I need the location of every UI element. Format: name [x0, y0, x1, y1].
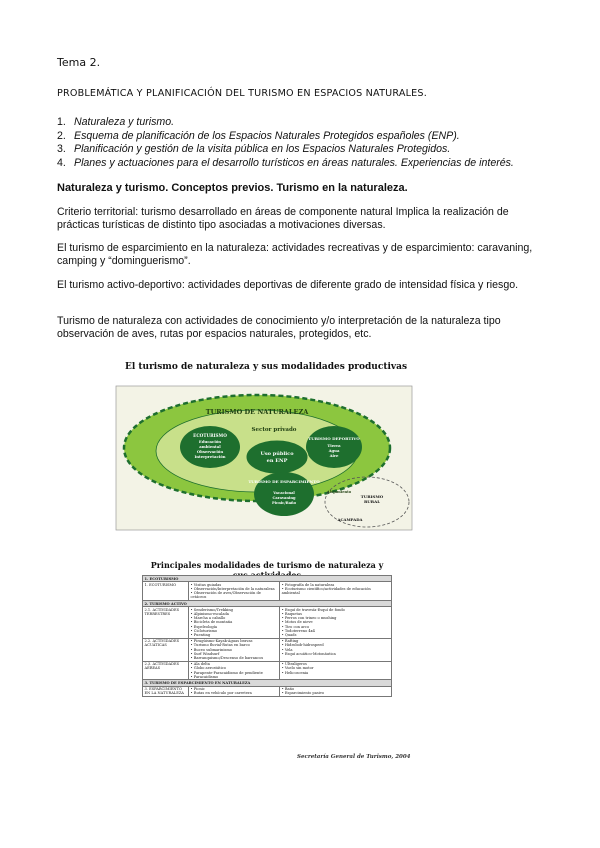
outer-label: TURISMO DE NATURALEZA: [205, 408, 309, 416]
table-of-contents: [57, 116, 514, 170]
toc-item: 4. Planes y actuaciones para el desarrollo turísticos en áreas naturales. Experiencias de interés.: [57, 156, 514, 169]
paragraph: El turismo de esparcimiento en la naturaleza: actividades recreativas y de esparcimiento: caravaning, camping y “dominguerismo”.: [57, 242, 533, 267]
activity-cell: [280, 661, 392, 680]
sector-privado-label: Sector privado: [251, 427, 297, 433]
activity-item: • Perros con trineo o mushing: [281, 616, 337, 621]
acampada-label: ACAMPADA: [337, 517, 363, 522]
table-section-header: 3. TURISMO DE ESPARCIMIENTO EN NATURALEZA: [143, 680, 392, 686]
ecoturismo-label: ECOTURISMO: [193, 433, 227, 438]
activity-cell: [189, 661, 280, 680]
row-label: 2.2. ACTIVIDADES ACUÁTICAS: [143, 638, 189, 661]
activity-item: • Picnic: [190, 687, 205, 692]
ecoturismo-line: Observación: [196, 449, 224, 454]
diagram-graphic: [112, 362, 420, 532]
paragraph: El turismo activo-deportivo: actividades deportivas de diferente grado de intensidad física y riesgo.: [57, 279, 519, 291]
activity-item: • Esquí de travesía-Esquí de fondo: [281, 607, 345, 612]
esparcimiento-label: TURISMO DE ESPARCIMIENTO: [248, 479, 320, 484]
alojamiento-label: Alojamiento: [326, 490, 352, 494]
table-row: [143, 686, 392, 696]
table-source: Secretaría General de Turismo, 2004: [297, 754, 411, 760]
activity-cell: [280, 582, 392, 601]
deportivo-line: Aire: [329, 453, 339, 458]
activity-cell: [189, 638, 280, 661]
toc-item: 2. Esquema de planificación de los Espacios Naturales Protegidos españoles (ENP).: [57, 129, 460, 142]
activity-cell: [280, 686, 392, 696]
esparcimiento-line: Picnic/Baño: [271, 501, 297, 505]
table-row: [143, 661, 392, 680]
rural-label: TURISMO: [360, 494, 384, 499]
activity-item: • Fotografía de la naturaleza: [281, 582, 335, 587]
ecoturismo-line: Interpretación: [194, 454, 226, 459]
activity-item: • Ecoturismo científico/actividades de educación ambiental: [281, 586, 371, 596]
activity-cell: [189, 686, 280, 696]
activity-item: • Globo aerostático: [190, 666, 226, 671]
activity-item: • Visitas guiadas: [190, 582, 222, 587]
nature-tourism-diagram: [112, 362, 420, 532]
tema-label: Tema 2.: [57, 56, 101, 69]
diagram-title: El turismo de naturaleza y sus modalidades productivas: [124, 362, 408, 372]
activity-item: • Esquí acuático-Motonáutica: [281, 651, 336, 656]
uso-publico-label: en ENP: [266, 458, 288, 464]
activity-item: • Bicicleta de montaña: [190, 620, 233, 625]
table-row: [143, 638, 392, 661]
activity-item: • Turismo fluvial-Rutas en barco: [190, 643, 250, 648]
table-section-header: 1. ECOTURISMO: [143, 576, 392, 582]
activities-table-figure: [142, 560, 411, 760]
section-heading: Naturaleza y turismo. Conceptos previos. Turismo en la naturaleza.: [57, 182, 408, 194]
activity-item: • Todoterreno 4x4: [281, 628, 315, 633]
toc-item: 1. Naturaleza y turismo.: [57, 116, 175, 128]
activity-cell: [280, 638, 392, 661]
activity-item: • Observación/Interpretación de la naturaleza: [190, 586, 275, 591]
activity-item: • Ala delta: [190, 662, 210, 667]
esparcimiento-line: Vacacional: [273, 491, 295, 495]
ecoturismo-line: Educación: [198, 439, 222, 444]
activity-item: • Motos de nieve: [281, 620, 313, 625]
table-title: Principales modalidades de turismo de naturaleza y: [150, 560, 384, 570]
activity-item: • Baño: [281, 687, 295, 692]
row-label: 1. ECOTURISMO: [143, 582, 189, 601]
esparcimiento-line: Caravaning: [272, 496, 296, 500]
activity-item: • Raquetas: [281, 611, 302, 616]
table-section-header: 2. TURISMO ACTIVO: [143, 601, 392, 607]
activity-item: • Vuelo sin motor: [281, 666, 314, 671]
activity-cell: [189, 607, 280, 638]
deportivo-label: TURISMO DEPORTIVO: [308, 436, 360, 441]
activity-item: • Hidrobob-hidrospeed: [281, 643, 324, 648]
activity-item: • Barranquismo/Descenso de barrancos: [190, 655, 264, 660]
activity-item: • Puenting: [190, 632, 211, 637]
activity-item: • Quads: [281, 632, 297, 637]
deportivo-line: Tierra: [327, 443, 341, 448]
activity-item: • Tiro con arco: [281, 624, 310, 629]
toc-item: 3. Planificación y gestión de la visita pública en los Espacios Naturales Protegidos.: [57, 143, 451, 155]
activity-item: • Senderismo/Trekking: [190, 607, 233, 612]
document-title: PROBLEMÁTICA Y PLANIFICACIÓN DEL TURISMO EN ESPACIOS NATURALES.: [57, 88, 427, 99]
activity-item: • Buceo submarinismo: [190, 647, 232, 652]
activity-item: • Esparcimiento pasivo: [281, 691, 325, 696]
activity-item: • Alpinismo-escalada: [190, 611, 229, 616]
activity-cell: [189, 582, 280, 601]
rural-label: RURAL: [363, 499, 381, 504]
activity-item: • Marcha a caballo: [190, 616, 226, 621]
paragraph: Turismo de naturaleza con actividades de conocimiento y/o interpretación de la naturaleza tipo observación de aves, rutas por espacios naturales, protegidos, etc.: [57, 315, 501, 340]
activity-item: • Surf Windsurf: [190, 651, 220, 656]
paragraph: Criterio territorial: turismo desarrollado en áreas de componente natural Implica la realización de prácticas turísticas de distinto tipo asociadas a motivaciones diversas.: [57, 206, 509, 231]
activity-item: • Piragüismo-Kayak-Aguas bravas: [190, 639, 253, 644]
activity-item: • Paracaidismo: [190, 674, 219, 679]
activities-table: [142, 575, 392, 697]
ecoturismo-line: ambiental: [199, 444, 221, 449]
activity-item: • Espeleología: [190, 624, 218, 629]
activity-item: • Observación de aves/Observación de cetáceos: [190, 591, 261, 600]
activity-item: • Rafting: [281, 639, 299, 644]
activity-cell: [280, 607, 392, 638]
activity-item: • Helicoscenia: [281, 670, 309, 675]
activity-item: • Ultraligeros: [281, 662, 307, 667]
table-row: [143, 582, 392, 601]
activity-item: • Rutas en vehículo por carretera: [190, 691, 252, 696]
row-label: 2.3. ACTIVIDADES AÉREAS: [143, 661, 189, 680]
deportivo-line: Agua: [328, 448, 340, 453]
uso-publico-circle: [246, 440, 308, 474]
activity-item: • Vela: [281, 647, 293, 652]
activity-item: • Cicloturismo: [190, 628, 218, 633]
table-row: [143, 607, 392, 638]
activity-item: • Parapente-Paracaidismo de pendiente: [190, 670, 263, 675]
row-label: 2.1. ACTIVIDADES TERRESTRES: [143, 607, 189, 638]
uso-publico-label: Uso público: [260, 451, 294, 457]
row-label: 3. ESPARCIMIENTO EN LA NATURALEZA: [143, 686, 189, 696]
